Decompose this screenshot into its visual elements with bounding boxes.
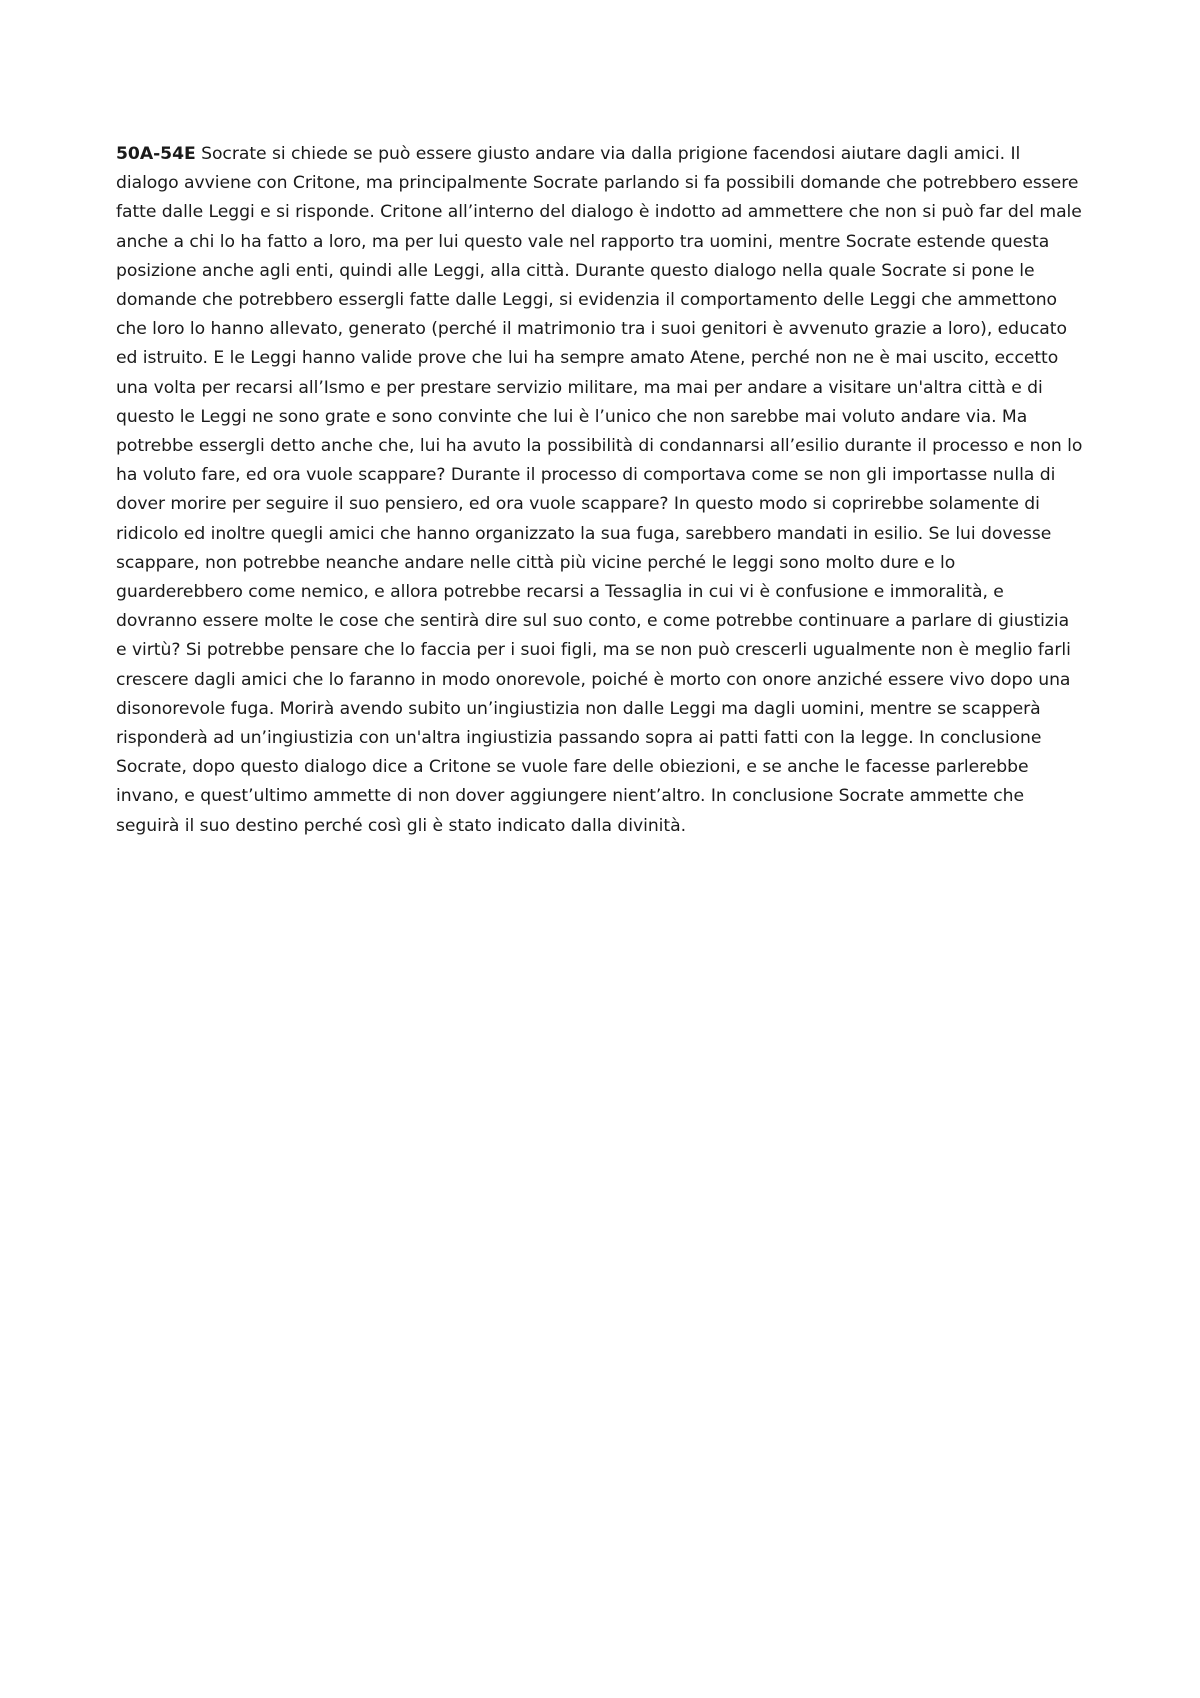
passage-reference: 50A-54E xyxy=(116,144,196,164)
paragraph-text: Socrate si chiede se può essere giusto andare via dalla prigione facendosi aiutare dagli amici. Il dialogo avviene con Critone, ma principalmente Socrate parlando si fa possibili domande che potrebbero essere fatte dalle Leggi e si risponde. Critone all’interno del dialogo è indotto ad ammettere che non si può far del male anche a chi lo ha fatto a loro, ma per lui questo vale nel rapporto tra uomini, mentre Socrate estende questa posizione anche agli enti, quindi alle Leggi, alla città. Durante questo dialogo nella quale Socrate si pone le domande che potrebbero essergli fatte dalle Leggi, si evidenzia il comportamento delle Leggi che ammettono che loro lo hanno allevato, generato (perché il matrimonio tra i suoi genitori è avvenuto grazie a loro), educato ed istruito. E le Leggi hanno valide prove che lui ha sempre amato Atene, perché non ne è mai uscito, eccetto una volta per recarsi all’Ismo e per prestare servizio militare, ma mai per andare a visitare un'altra città e di questo le Leggi ne sono grate e sono convinte che lui è l’unico che non sarebbe mai voluto andare via. Ma potrebbe essergli detto anche che, lui ha avuto la possibilità di condannarsi all’esilio durante il processo e non lo ha voluto fare, ed ora vuole scappare? Durante il processo di comportava come se non gli importasse nulla di dover morire per seguire il suo pensiero, ed ora vuole scappare? In questo modo si coprirebbe solamente di ridicolo ed inoltre quegli amici che hanno organizzato la sua fuga, sarebbero mandati in esilio. Se lui dovesse scappare, non potrebbe neanche andare nelle città più vicine perché le leggi sono molto dure e lo guarderebbero come nemico, e allora potrebbe recarsi a Tessaglia in cui vi è confusione e immoralità, e dovranno essere molte le cose che sentirà dire sul suo conto, e come potrebbe continuare a parlare di giustizia e virtù? Si potrebbe pensare che lo faccia per i suoi figli, ma se non può crescerli ugualmente non è meglio farli crescere dagli amici che lo faranno in modo onorevole, poiché è morto con onore anziché essere vivo dopo una disonorevole fuga. Morirà avendo subito un’ingiustizia non dalle Leggi ma dagli uomini, mentre se scapperà risponderà ad un’ingiustizia con un'altra ingiustizia passando sopra ai patti fatti con la legge. In conclusione Socrate, dopo questo dialogo dice a Critone se vuole fare delle obiezioni, e se anche le facesse parlerebbe invano, e quest’ultimo ammette di non dover aggiungere nient’altro. In conclusione Socrate ammette che seguirà il suo destino perché così gli è stato indicato dalla divinità. xyxy=(116,144,1083,836)
body-paragraph xyxy=(116,140,1084,841)
